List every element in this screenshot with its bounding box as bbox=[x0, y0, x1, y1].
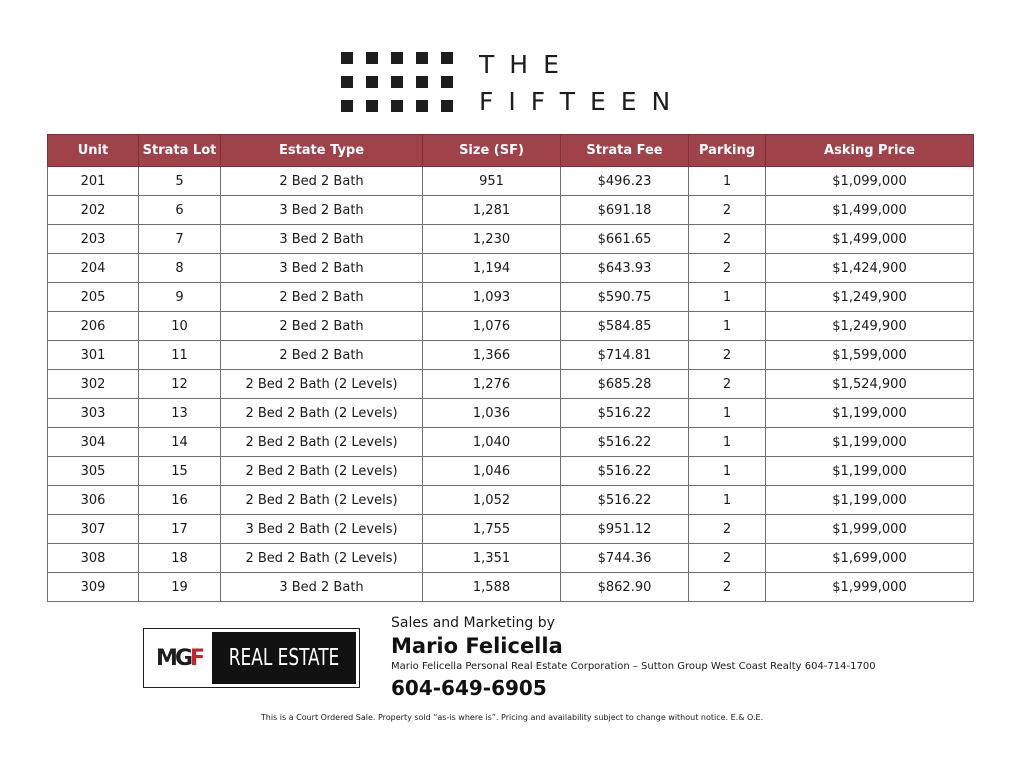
cell-parking: 2 bbox=[689, 573, 766, 602]
cell-strata-lot: 10 bbox=[139, 312, 221, 341]
cell-asking-price: $1,499,000 bbox=[766, 225, 974, 254]
disclaimer: This is a Court Ordered Sale. Property sold “as-is where is”. Pricing and availability subject to change without notice. E.& O.E. bbox=[260, 713, 764, 722]
logo-square bbox=[341, 52, 353, 64]
sales-by-label: Sales and Marketing by bbox=[391, 615, 555, 631]
cell-estate-type: 2 Bed 2 Bath (2 Levels) bbox=[221, 370, 423, 399]
cell-strata-fee: $590.75 bbox=[561, 283, 689, 312]
table-row bbox=[48, 312, 974, 341]
cell-size: 1,366 bbox=[423, 341, 561, 370]
table-row bbox=[48, 486, 974, 515]
cell-size: 1,588 bbox=[423, 573, 561, 602]
cell-asking-price: $1,199,000 bbox=[766, 428, 974, 457]
table-row bbox=[48, 196, 974, 225]
cell-unit: 309 bbox=[48, 573, 139, 602]
cell-strata-lot: 8 bbox=[139, 254, 221, 283]
cell-asking-price: $1,699,000 bbox=[766, 544, 974, 573]
mgf-letter-f: F bbox=[190, 646, 205, 671]
cell-parking: 1 bbox=[689, 312, 766, 341]
logo-square bbox=[366, 76, 378, 88]
cell-parking: 2 bbox=[689, 254, 766, 283]
cell-strata-lot: 13 bbox=[139, 399, 221, 428]
cell-estate-type: 2 Bed 2 Bath (2 Levels) bbox=[221, 399, 423, 428]
cell-strata-fee: $691.18 bbox=[561, 196, 689, 225]
corporation-line: Mario Felicella Personal Real Estate Corporation – Sutton Group West Coast Realty 604-714-1700 bbox=[391, 661, 876, 672]
table-row bbox=[48, 515, 974, 544]
cell-strata-fee: $516.22 bbox=[561, 486, 689, 515]
cell-strata-lot: 14 bbox=[139, 428, 221, 457]
cell-unit: 308 bbox=[48, 544, 139, 573]
mgf-letter-g: G bbox=[175, 646, 193, 671]
logo-square bbox=[391, 52, 403, 64]
cell-strata-fee: $643.93 bbox=[561, 254, 689, 283]
cell-parking: 2 bbox=[689, 196, 766, 225]
mgf-monogram bbox=[156, 644, 203, 674]
cell-size: 1,040 bbox=[423, 428, 561, 457]
cell-size: 1,046 bbox=[423, 457, 561, 486]
cell-size: 1,351 bbox=[423, 544, 561, 573]
cell-asking-price: $1,524,900 bbox=[766, 370, 974, 399]
cell-strata-lot: 6 bbox=[139, 196, 221, 225]
table-row bbox=[48, 573, 974, 602]
table-row bbox=[48, 399, 974, 428]
cell-estate-type: 3 Bed 2 Bath bbox=[221, 573, 423, 602]
header-parking: Parking bbox=[689, 135, 766, 167]
cell-unit: 203 bbox=[48, 225, 139, 254]
cell-estate-type: 2 Bed 2 Bath bbox=[221, 167, 423, 196]
cell-strata-fee: $584.85 bbox=[561, 312, 689, 341]
header-strata-fee: Strata Fee bbox=[561, 135, 689, 167]
cell-asking-price: $1,199,000 bbox=[766, 457, 974, 486]
cell-strata-lot: 11 bbox=[139, 341, 221, 370]
table-row bbox=[48, 457, 974, 486]
cell-size: 1,076 bbox=[423, 312, 561, 341]
cell-estate-type: 3 Bed 2 Bath bbox=[221, 254, 423, 283]
header-estate-type: Estate Type bbox=[221, 135, 423, 167]
cell-parking: 1 bbox=[689, 457, 766, 486]
cell-unit: 302 bbox=[48, 370, 139, 399]
cell-parking: 1 bbox=[689, 486, 766, 515]
cell-parking: 1 bbox=[689, 283, 766, 312]
logo-square bbox=[416, 100, 428, 112]
cell-strata-lot: 17 bbox=[139, 515, 221, 544]
cell-parking: 2 bbox=[689, 544, 766, 573]
cell-size: 951 bbox=[423, 167, 561, 196]
cell-strata-lot: 12 bbox=[139, 370, 221, 399]
cell-parking: 1 bbox=[689, 399, 766, 428]
cell-strata-lot: 16 bbox=[139, 486, 221, 515]
cell-size: 1,093 bbox=[423, 283, 561, 312]
logo-square bbox=[441, 76, 453, 88]
cell-parking: 2 bbox=[689, 225, 766, 254]
logo-square bbox=[391, 100, 403, 112]
agent-name: Mario Felicella bbox=[391, 634, 563, 658]
cell-asking-price: $1,999,000 bbox=[766, 515, 974, 544]
cell-strata-fee: $661.65 bbox=[561, 225, 689, 254]
header-asking-price: Asking Price bbox=[766, 135, 974, 167]
cell-asking-price: $1,199,000 bbox=[766, 399, 974, 428]
cell-strata-fee: $516.22 bbox=[561, 399, 689, 428]
cell-strata-fee: $951.12 bbox=[561, 515, 689, 544]
mgf-real-estate-logo bbox=[143, 628, 360, 688]
logo-square bbox=[391, 76, 403, 88]
logo-square bbox=[366, 100, 378, 112]
cell-estate-type: 2 Bed 2 Bath (2 Levels) bbox=[221, 486, 423, 515]
cell-strata-lot: 7 bbox=[139, 225, 221, 254]
cell-unit: 307 bbox=[48, 515, 139, 544]
table-row bbox=[48, 283, 974, 312]
table-row bbox=[48, 167, 974, 196]
logo-square-grid bbox=[341, 52, 453, 112]
cell-unit: 205 bbox=[48, 283, 139, 312]
cell-strata-fee: $685.28 bbox=[561, 370, 689, 399]
cell-strata-fee: $516.22 bbox=[561, 428, 689, 457]
cell-estate-type: 2 Bed 2 Bath (2 Levels) bbox=[221, 428, 423, 457]
cell-strata-lot: 9 bbox=[139, 283, 221, 312]
table-row bbox=[48, 428, 974, 457]
cell-size: 1,052 bbox=[423, 486, 561, 515]
mgf-real-estate-text: REAL ESTATE bbox=[228, 645, 340, 671]
cell-size: 1,281 bbox=[423, 196, 561, 225]
table-body bbox=[48, 167, 974, 602]
cell-asking-price: $1,499,000 bbox=[766, 196, 974, 225]
cell-estate-type: 3 Bed 2 Bath bbox=[221, 196, 423, 225]
cell-parking: 1 bbox=[689, 428, 766, 457]
cell-asking-price: $1,599,000 bbox=[766, 341, 974, 370]
cell-strata-fee: $744.36 bbox=[561, 544, 689, 573]
cell-strata-fee: $714.81 bbox=[561, 341, 689, 370]
table-row bbox=[48, 254, 974, 283]
logo-square bbox=[416, 76, 428, 88]
cell-unit: 204 bbox=[48, 254, 139, 283]
cell-strata-lot: 5 bbox=[139, 167, 221, 196]
cell-asking-price: $1,249,900 bbox=[766, 283, 974, 312]
units-table bbox=[47, 134, 974, 602]
cell-estate-type: 2 Bed 2 Bath bbox=[221, 341, 423, 370]
table-row bbox=[48, 341, 974, 370]
logo-line-2: FIFTEEN bbox=[479, 87, 686, 116]
cell-strata-lot: 19 bbox=[139, 573, 221, 602]
header-size: Size (SF) bbox=[423, 135, 561, 167]
table-row bbox=[48, 370, 974, 399]
cell-strata-fee: $862.90 bbox=[561, 573, 689, 602]
cell-parking: 2 bbox=[689, 341, 766, 370]
logo-square bbox=[341, 100, 353, 112]
header-unit: Unit bbox=[48, 135, 139, 167]
cell-estate-type: 2 Bed 2 Bath (2 Levels) bbox=[221, 457, 423, 486]
cell-unit: 202 bbox=[48, 196, 139, 225]
cell-asking-price: $1,249,900 bbox=[766, 312, 974, 341]
cell-strata-fee: $496.23 bbox=[561, 167, 689, 196]
cell-unit: 206 bbox=[48, 312, 139, 341]
cell-asking-price: $1,199,000 bbox=[766, 486, 974, 515]
cell-asking-price: $1,999,000 bbox=[766, 573, 974, 602]
cell-estate-type: 2 Bed 2 Bath bbox=[221, 283, 423, 312]
cell-size: 1,755 bbox=[423, 515, 561, 544]
table-header-row bbox=[48, 135, 974, 167]
cell-parking: 1 bbox=[689, 167, 766, 196]
mgf-black-panel bbox=[212, 632, 356, 684]
logo-square bbox=[341, 76, 353, 88]
cell-size: 1,194 bbox=[423, 254, 561, 283]
cell-unit: 305 bbox=[48, 457, 139, 486]
logo-line-1: THE bbox=[479, 50, 574, 79]
the-fifteen-logo bbox=[341, 52, 686, 114]
mgf-letter-m: M bbox=[156, 646, 177, 671]
cell-unit: 304 bbox=[48, 428, 139, 457]
table-row bbox=[48, 544, 974, 573]
cell-estate-type: 3 Bed 2 Bath (2 Levels) bbox=[221, 515, 423, 544]
logo-square bbox=[441, 100, 453, 112]
cell-parking: 2 bbox=[689, 370, 766, 399]
cell-estate-type: 3 Bed 2 Bath bbox=[221, 225, 423, 254]
cell-estate-type: 2 Bed 2 Bath (2 Levels) bbox=[221, 544, 423, 573]
cell-estate-type: 2 Bed 2 Bath bbox=[221, 312, 423, 341]
cell-unit: 303 bbox=[48, 399, 139, 428]
cell-unit: 306 bbox=[48, 486, 139, 515]
phone-number: 604-649-6905 bbox=[391, 676, 547, 700]
logo-square bbox=[366, 52, 378, 64]
logo-square bbox=[441, 52, 453, 64]
cell-strata-lot: 15 bbox=[139, 457, 221, 486]
cell-strata-fee: $516.22 bbox=[561, 457, 689, 486]
cell-size: 1,036 bbox=[423, 399, 561, 428]
cell-size: 1,276 bbox=[423, 370, 561, 399]
cell-asking-price: $1,099,000 bbox=[766, 167, 974, 196]
logo-square bbox=[416, 52, 428, 64]
header-strata-lot: Strata Lot bbox=[139, 135, 221, 167]
cell-asking-price: $1,424,900 bbox=[766, 254, 974, 283]
table-row bbox=[48, 225, 974, 254]
cell-parking: 2 bbox=[689, 515, 766, 544]
cell-strata-lot: 18 bbox=[139, 544, 221, 573]
cell-size: 1,230 bbox=[423, 225, 561, 254]
cell-unit: 301 bbox=[48, 341, 139, 370]
cell-unit: 201 bbox=[48, 167, 139, 196]
